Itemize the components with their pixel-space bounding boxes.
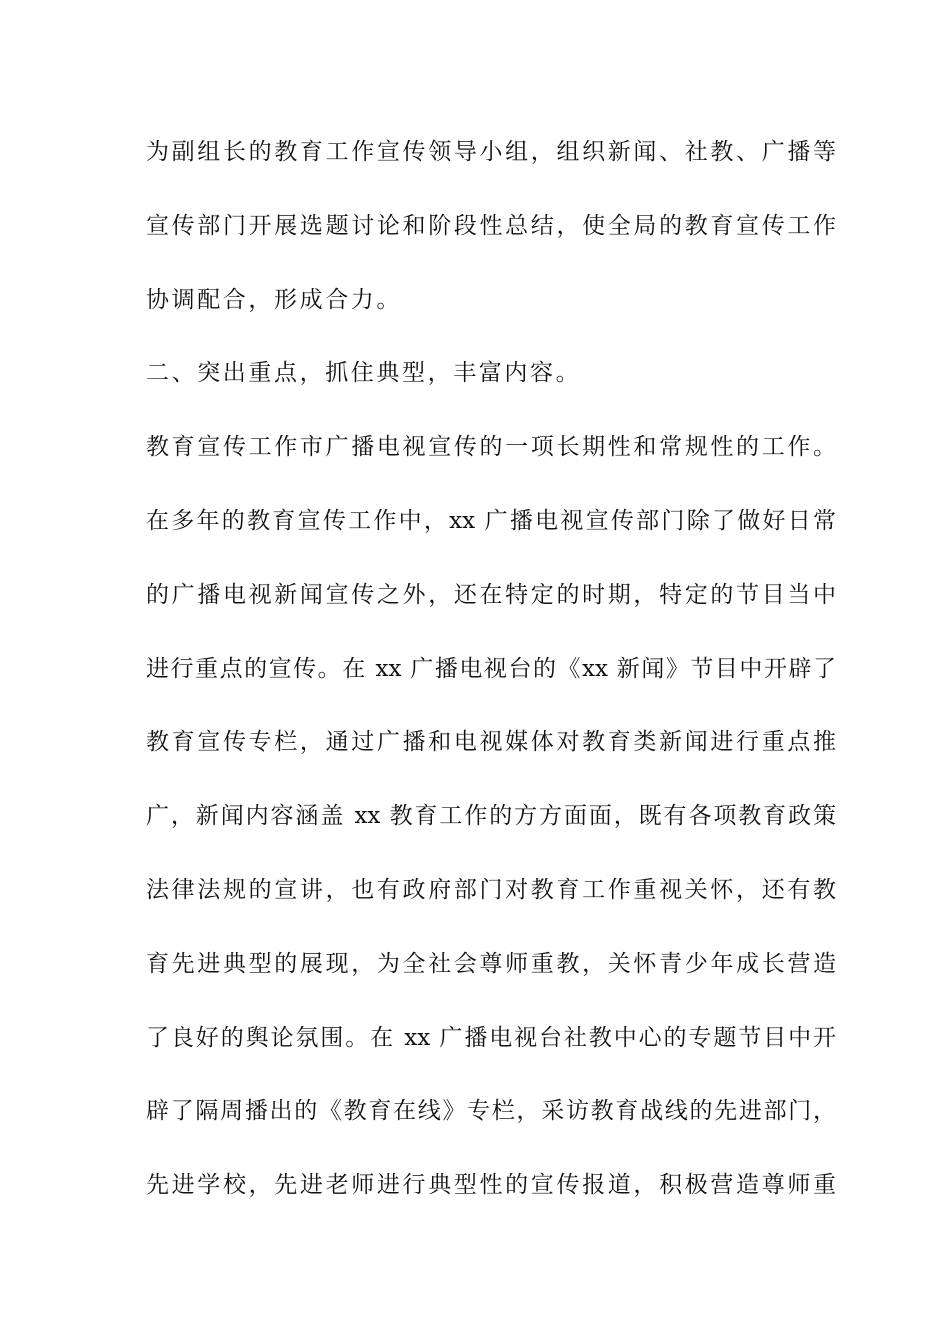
- text-line: 进行重点的宣传。在 xx 广播电视台的《xx 新闻》节目中开辟了: [146, 655, 836, 682]
- text-line: 先进学校，先进老师进行典型性的宣传报道，积极营造尊师重: [146, 1172, 836, 1199]
- text-line: 教育宣传专栏，通过广播和电视媒体对教育类新闻进行重点推: [146, 729, 836, 756]
- text-line: 广，新闻内容涵盖 xx 教育工作的方方面面，既有各项教育政策: [146, 803, 836, 830]
- text-line: 协调配合，形成合力。: [146, 286, 402, 313]
- text-line: 育先进典型的展现，为全社会尊师重教，关怀青少年成长营造: [146, 950, 836, 977]
- text-line: 辟了隔周播出的《教育在线》专栏，采访教育战线的先进部门，: [146, 1098, 836, 1125]
- text-line: 为副组长的教育工作宣传领导小组，组织新闻、社教、广播等: [146, 139, 836, 165]
- text-line: 在多年的教育宣传工作中，xx 广播电视宣传部门除了做好日常: [146, 507, 836, 534]
- section-heading: 二、突出重点，抓住典型，丰富内容。: [146, 360, 582, 387]
- body-text: [146, 132, 836, 1239]
- text-line: 法律法规的宣讲，也有政府部门对教育工作重视关怀，还有教: [146, 876, 836, 903]
- text-line: 的广播电视新闻宣传之外，还在特定的时期，特定的节目当中: [146, 581, 836, 608]
- text-line: 了良好的舆论氛围。在 xx 广播电视台社教中心的专题节目中开: [146, 1024, 836, 1051]
- text-line: 教育宣传工作市广播电视宣传的一项长期性和常规性的工作。: [146, 434, 836, 461]
- text-line: 宣传部门开展选题讨论和阶段性总结，使全局的教育宣传工作: [146, 212, 836, 239]
